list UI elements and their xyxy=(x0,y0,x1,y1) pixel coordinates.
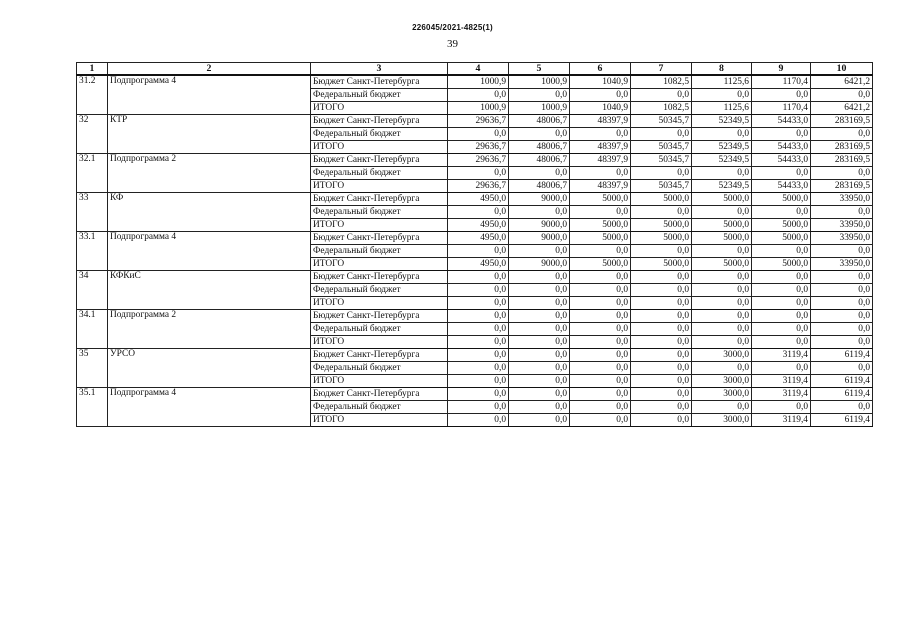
amount-cell: 3000,0 xyxy=(692,375,752,388)
funding-source-cell: Бюджет Санкт-Петербурга xyxy=(311,232,448,245)
amount-cell: 0,0 xyxy=(509,297,570,310)
item-code-cell: 32.1 xyxy=(77,154,108,193)
amount-cell: 0,0 xyxy=(631,206,692,219)
item-name-cell: Подпрограмма 2 xyxy=(108,154,311,193)
amount-cell: 52349,5 xyxy=(692,180,752,193)
amount-cell: 1125,6 xyxy=(692,102,752,115)
amount-cell: 5000,0 xyxy=(570,193,631,206)
amount-cell: 1170,4 xyxy=(752,102,811,115)
amount-cell: 48006,7 xyxy=(509,115,570,128)
amount-cell: 50345,7 xyxy=(631,115,692,128)
amount-cell: 3000,0 xyxy=(692,388,752,401)
table-row xyxy=(77,388,873,401)
item-name-cell: КФКиС xyxy=(108,271,311,310)
page-number: 39 xyxy=(447,38,458,50)
amount-cell: 52349,5 xyxy=(692,141,752,154)
amount-cell: 0,0 xyxy=(509,414,570,427)
amount-cell: 6421,2 xyxy=(811,102,873,115)
amount-cell: 48006,7 xyxy=(509,141,570,154)
amount-cell: 0,0 xyxy=(811,245,873,258)
amount-cell: 0,0 xyxy=(448,388,509,401)
amount-cell: 50345,7 xyxy=(631,141,692,154)
item-code-cell: 35.1 xyxy=(77,388,108,427)
amount-cell: 0,0 xyxy=(448,89,509,102)
item-name-cell: Подпрограмма 4 xyxy=(108,75,311,115)
amount-cell: 5000,0 xyxy=(692,232,752,245)
amount-cell: 9000,0 xyxy=(509,258,570,271)
column-header: 5 xyxy=(509,63,570,76)
amount-cell: 0,0 xyxy=(570,167,631,180)
amount-cell: 5000,0 xyxy=(752,193,811,206)
amount-cell: 1000,9 xyxy=(448,75,509,89)
funding-source-cell: Федеральный бюджет xyxy=(311,401,448,414)
funding-source-cell: Бюджет Санкт-Петербурга xyxy=(311,75,448,89)
amount-cell: 0,0 xyxy=(631,167,692,180)
amount-cell: 6119,4 xyxy=(811,375,873,388)
document-id: 226045/2021-4825(1) xyxy=(412,23,493,32)
column-header: 9 xyxy=(752,63,811,76)
amount-cell: 0,0 xyxy=(509,310,570,323)
amount-cell: 0,0 xyxy=(631,297,692,310)
amount-cell: 54433,0 xyxy=(752,180,811,193)
amount-cell: 4950,0 xyxy=(448,193,509,206)
amount-cell: 0,0 xyxy=(631,388,692,401)
amount-cell: 0,0 xyxy=(448,375,509,388)
amount-cell: 0,0 xyxy=(811,336,873,349)
amount-cell: 0,0 xyxy=(752,323,811,336)
amount-cell: 48397,9 xyxy=(570,180,631,193)
amount-cell: 5000,0 xyxy=(752,219,811,232)
amount-cell: 0,0 xyxy=(692,323,752,336)
amount-cell: 0,0 xyxy=(570,323,631,336)
funding-source-cell: Федеральный бюджет xyxy=(311,284,448,297)
amount-cell: 0,0 xyxy=(509,336,570,349)
amount-cell: 0,0 xyxy=(752,206,811,219)
amount-cell: 0,0 xyxy=(631,128,692,141)
amount-cell: 4950,0 xyxy=(448,219,509,232)
amount-cell: 48006,7 xyxy=(509,180,570,193)
amount-cell: 5000,0 xyxy=(752,258,811,271)
amount-cell: 0,0 xyxy=(631,401,692,414)
item-name-cell: КФ xyxy=(108,193,311,232)
amount-cell: 0,0 xyxy=(509,89,570,102)
amount-cell: 29636,7 xyxy=(448,154,509,167)
amount-cell: 0,0 xyxy=(631,323,692,336)
amount-cell: 1040,9 xyxy=(570,75,631,89)
table-row xyxy=(77,271,873,284)
amount-cell: 0,0 xyxy=(752,271,811,284)
amount-cell: 0,0 xyxy=(448,401,509,414)
amount-cell: 0,0 xyxy=(811,89,873,102)
amount-cell: 9000,0 xyxy=(509,232,570,245)
table-row xyxy=(77,193,873,206)
amount-cell: 54433,0 xyxy=(752,115,811,128)
amount-cell: 0,0 xyxy=(570,336,631,349)
item-name-cell: Подпрограмма 4 xyxy=(108,232,311,271)
amount-cell: 0,0 xyxy=(631,89,692,102)
column-header: 2 xyxy=(108,63,311,76)
amount-cell: 29636,7 xyxy=(448,115,509,128)
column-header-row xyxy=(77,63,873,76)
amount-cell: 0,0 xyxy=(448,362,509,375)
amount-cell: 0,0 xyxy=(570,362,631,375)
amount-cell: 0,0 xyxy=(631,284,692,297)
amount-cell: 283169,5 xyxy=(811,180,873,193)
funding-source-cell: ИТОГО xyxy=(311,180,448,193)
amount-cell: 0,0 xyxy=(811,284,873,297)
funding-source-cell: Бюджет Санкт-Петербурга xyxy=(311,193,448,206)
amount-cell: 9000,0 xyxy=(509,193,570,206)
column-header: 4 xyxy=(448,63,509,76)
amount-cell: 52349,5 xyxy=(692,154,752,167)
table-body xyxy=(77,75,873,427)
funding-source-cell: Бюджет Санкт-Петербурга xyxy=(311,310,448,323)
amount-cell: 4950,0 xyxy=(448,258,509,271)
amount-cell: 0,0 xyxy=(570,271,631,284)
amount-cell: 0,0 xyxy=(570,310,631,323)
amount-cell: 5000,0 xyxy=(631,232,692,245)
amount-cell: 0,0 xyxy=(570,89,631,102)
amount-cell: 0,0 xyxy=(631,245,692,258)
amount-cell: 0,0 xyxy=(509,362,570,375)
amount-cell: 0,0 xyxy=(570,284,631,297)
amount-cell: 0,0 xyxy=(448,245,509,258)
amount-cell: 283169,5 xyxy=(811,141,873,154)
amount-cell: 33950,0 xyxy=(811,193,873,206)
column-header: 8 xyxy=(692,63,752,76)
table-row xyxy=(77,310,873,323)
funding-source-cell: Федеральный бюджет xyxy=(311,323,448,336)
funding-source-cell: Бюджет Санкт-Петербурга xyxy=(311,154,448,167)
table-row xyxy=(77,75,873,89)
amount-cell: 0,0 xyxy=(570,349,631,362)
amount-cell: 29636,7 xyxy=(448,141,509,154)
amount-cell: 1040,9 xyxy=(570,102,631,115)
funding-source-cell: Федеральный бюджет xyxy=(311,362,448,375)
amount-cell: 0,0 xyxy=(752,245,811,258)
funding-source-cell: Федеральный бюджет xyxy=(311,245,448,258)
amount-cell: 5000,0 xyxy=(631,193,692,206)
amount-cell: 5000,0 xyxy=(631,219,692,232)
amount-cell: 0,0 xyxy=(509,349,570,362)
funding-source-cell: ИТОГО xyxy=(311,102,448,115)
amount-cell: 0,0 xyxy=(448,349,509,362)
amount-cell: 0,0 xyxy=(811,310,873,323)
column-header: 10 xyxy=(811,63,873,76)
amount-cell: 5000,0 xyxy=(692,258,752,271)
amount-cell: 0,0 xyxy=(692,206,752,219)
amount-cell: 1170,4 xyxy=(752,75,811,89)
amount-cell: 0,0 xyxy=(570,245,631,258)
funding-source-cell: ИТОГО xyxy=(311,414,448,427)
amount-cell: 283169,5 xyxy=(811,154,873,167)
column-header: 3 xyxy=(311,63,448,76)
amount-cell: 33950,0 xyxy=(811,219,873,232)
budget-table xyxy=(76,62,873,427)
amount-cell: 0,0 xyxy=(631,349,692,362)
amount-cell: 0,0 xyxy=(448,271,509,284)
amount-cell: 0,0 xyxy=(692,401,752,414)
amount-cell: 0,0 xyxy=(448,284,509,297)
funding-source-cell: ИТОГО xyxy=(311,141,448,154)
amount-cell: 1000,9 xyxy=(509,75,570,89)
item-code-cell: 34.1 xyxy=(77,310,108,349)
amount-cell: 6119,4 xyxy=(811,349,873,362)
amount-cell: 0,0 xyxy=(509,401,570,414)
item-name-cell: УРСО xyxy=(108,349,311,388)
item-code-cell: 33.1 xyxy=(77,232,108,271)
item-code-cell: 31.2 xyxy=(77,75,108,115)
amount-cell: 0,0 xyxy=(509,284,570,297)
amount-cell: 0,0 xyxy=(811,362,873,375)
amount-cell: 3000,0 xyxy=(692,349,752,362)
table-row xyxy=(77,115,873,128)
amount-cell: 0,0 xyxy=(509,245,570,258)
amount-cell: 5000,0 xyxy=(570,219,631,232)
amount-cell: 0,0 xyxy=(811,167,873,180)
amount-cell: 0,0 xyxy=(570,375,631,388)
amount-cell: 0,0 xyxy=(631,362,692,375)
amount-cell: 0,0 xyxy=(692,89,752,102)
amount-cell: 0,0 xyxy=(570,297,631,310)
amount-cell: 0,0 xyxy=(692,284,752,297)
amount-cell: 0,0 xyxy=(811,323,873,336)
funding-source-cell: Бюджет Санкт-Петербурга xyxy=(311,115,448,128)
amount-cell: 1082,5 xyxy=(631,102,692,115)
amount-cell: 0,0 xyxy=(752,310,811,323)
amount-cell: 48397,9 xyxy=(570,115,631,128)
amount-cell: 54433,0 xyxy=(752,141,811,154)
table-row xyxy=(77,154,873,167)
amount-cell: 0,0 xyxy=(448,414,509,427)
amount-cell: 1000,9 xyxy=(448,102,509,115)
funding-source-cell: Бюджет Санкт-Петербурга xyxy=(311,388,448,401)
amount-cell: 3119,4 xyxy=(752,414,811,427)
amount-cell: 0,0 xyxy=(811,401,873,414)
amount-cell: 29636,7 xyxy=(448,180,509,193)
amount-cell: 0,0 xyxy=(811,271,873,284)
amount-cell: 0,0 xyxy=(752,297,811,310)
amount-cell: 0,0 xyxy=(631,310,692,323)
amount-cell: 3119,4 xyxy=(752,375,811,388)
amount-cell: 0,0 xyxy=(448,323,509,336)
column-header: 1 xyxy=(77,63,108,76)
amount-cell: 6119,4 xyxy=(811,388,873,401)
amount-cell: 0,0 xyxy=(752,401,811,414)
column-header: 7 xyxy=(631,63,692,76)
funding-source-cell: ИТОГО xyxy=(311,258,448,271)
funding-source-cell: Федеральный бюджет xyxy=(311,167,448,180)
amount-cell: 0,0 xyxy=(811,128,873,141)
amount-cell: 0,0 xyxy=(752,89,811,102)
amount-cell: 0,0 xyxy=(509,388,570,401)
amount-cell: 0,0 xyxy=(509,128,570,141)
amount-cell: 5000,0 xyxy=(570,232,631,245)
amount-cell: 0,0 xyxy=(448,206,509,219)
table-row xyxy=(77,349,873,362)
amount-cell: 0,0 xyxy=(448,297,509,310)
amount-cell: 0,0 xyxy=(752,362,811,375)
amount-cell: 33950,0 xyxy=(811,232,873,245)
amount-cell: 6421,2 xyxy=(811,75,873,89)
amount-cell: 5000,0 xyxy=(692,193,752,206)
funding-source-cell: Федеральный бюджет xyxy=(311,128,448,141)
amount-cell: 1125,6 xyxy=(692,75,752,89)
amount-cell: 0,0 xyxy=(692,245,752,258)
amount-cell: 0,0 xyxy=(448,310,509,323)
amount-cell: 5000,0 xyxy=(570,258,631,271)
amount-cell: 0,0 xyxy=(570,414,631,427)
amount-cell: 0,0 xyxy=(752,167,811,180)
amount-cell: 0,0 xyxy=(631,336,692,349)
amount-cell: 0,0 xyxy=(752,284,811,297)
amount-cell: 0,0 xyxy=(752,336,811,349)
amount-cell: 0,0 xyxy=(631,271,692,284)
funding-source-cell: Бюджет Санкт-Петербурга xyxy=(311,349,448,362)
amount-cell: 3000,0 xyxy=(692,414,752,427)
item-code-cell: 34 xyxy=(77,271,108,310)
table-row xyxy=(77,232,873,245)
amount-cell: 0,0 xyxy=(509,271,570,284)
item-code-cell: 32 xyxy=(77,115,108,154)
funding-source-cell: Федеральный бюджет xyxy=(311,89,448,102)
amount-cell: 0,0 xyxy=(448,167,509,180)
amount-cell: 0,0 xyxy=(570,128,631,141)
amount-cell: 52349,5 xyxy=(692,115,752,128)
amount-cell: 50345,7 xyxy=(631,154,692,167)
amount-cell: 0,0 xyxy=(631,375,692,388)
amount-cell: 0,0 xyxy=(570,401,631,414)
amount-cell: 4950,0 xyxy=(448,232,509,245)
amount-cell: 48006,7 xyxy=(509,154,570,167)
amount-cell: 0,0 xyxy=(509,167,570,180)
amount-cell: 54433,0 xyxy=(752,154,811,167)
amount-cell: 0,0 xyxy=(509,206,570,219)
amount-cell: 0,0 xyxy=(692,128,752,141)
amount-cell: 6119,4 xyxy=(811,414,873,427)
amount-cell: 0,0 xyxy=(692,297,752,310)
amount-cell: 0,0 xyxy=(692,167,752,180)
amount-cell: 283169,5 xyxy=(811,115,873,128)
amount-cell: 9000,0 xyxy=(509,219,570,232)
amount-cell: 1082,5 xyxy=(631,75,692,89)
amount-cell: 0,0 xyxy=(811,206,873,219)
column-header: 6 xyxy=(570,63,631,76)
amount-cell: 50345,7 xyxy=(631,180,692,193)
funding-source-cell: ИТОГО xyxy=(311,375,448,388)
funding-source-cell: ИТОГО xyxy=(311,297,448,310)
amount-cell: 0,0 xyxy=(448,336,509,349)
amount-cell: 0,0 xyxy=(811,297,873,310)
amount-cell: 0,0 xyxy=(752,128,811,141)
amount-cell: 48397,9 xyxy=(570,141,631,154)
funding-source-cell: Федеральный бюджет xyxy=(311,206,448,219)
amount-cell: 0,0 xyxy=(509,323,570,336)
amount-cell: 0,0 xyxy=(692,362,752,375)
amount-cell: 48397,9 xyxy=(570,154,631,167)
item-code-cell: 33 xyxy=(77,193,108,232)
amount-cell: 0,0 xyxy=(448,128,509,141)
amount-cell: 1000,9 xyxy=(509,102,570,115)
amount-cell: 5000,0 xyxy=(752,232,811,245)
amount-cell: 3119,4 xyxy=(752,349,811,362)
item-name-cell: КТР xyxy=(108,115,311,154)
amount-cell: 0,0 xyxy=(570,206,631,219)
amount-cell: 3119,4 xyxy=(752,388,811,401)
amount-cell: 0,0 xyxy=(692,336,752,349)
funding-source-cell: Бюджет Санкт-Петербурга xyxy=(311,271,448,284)
amount-cell: 0,0 xyxy=(692,310,752,323)
amount-cell: 33950,0 xyxy=(811,258,873,271)
amount-cell: 5000,0 xyxy=(692,219,752,232)
amount-cell: 0,0 xyxy=(570,388,631,401)
amount-cell: 0,0 xyxy=(692,271,752,284)
funding-source-cell: ИТОГО xyxy=(311,336,448,349)
amount-cell: 5000,0 xyxy=(631,258,692,271)
item-name-cell: Подпрограмма 4 xyxy=(108,388,311,427)
amount-cell: 0,0 xyxy=(631,414,692,427)
item-name-cell: Подпрограмма 2 xyxy=(108,310,311,349)
amount-cell: 0,0 xyxy=(509,375,570,388)
funding-source-cell: ИТОГО xyxy=(311,219,448,232)
item-code-cell: 35 xyxy=(77,349,108,388)
